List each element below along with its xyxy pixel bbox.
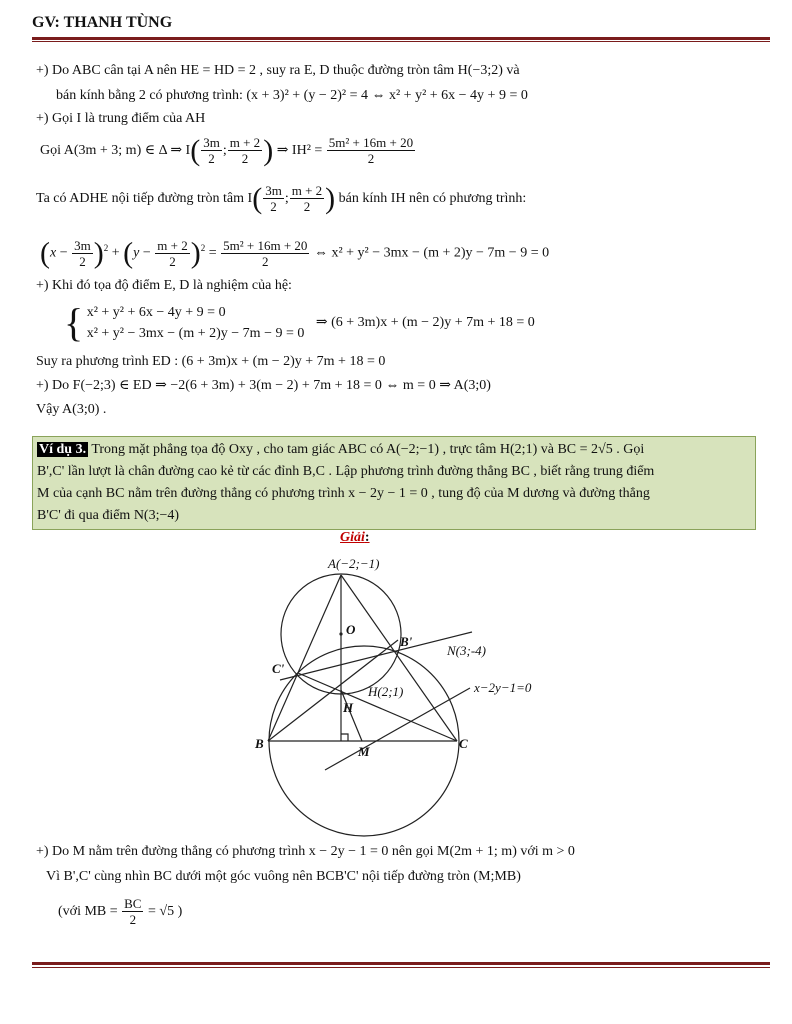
formula-text: bán kính IH nên có phương trình: bbox=[338, 191, 527, 206]
denominator: 2 bbox=[129, 912, 137, 928]
formula-line bbox=[58, 894, 182, 930]
label-O: O bbox=[346, 622, 356, 637]
denominator: 2 bbox=[367, 151, 375, 167]
denominator: 2 bbox=[208, 151, 215, 167]
label-line: x−2y−1=0 bbox=[474, 680, 532, 695]
line-CpBp bbox=[280, 632, 472, 680]
text-line: Vì B',C' cùng nhìn BC dưới một góc vuông nên BCB'C' nội tiếp đường tròn (M;MB) bbox=[46, 869, 521, 884]
page-header-title: GV: THANH TÙNG bbox=[32, 14, 173, 31]
text-line: bán kính bằng 2 có phương trình: (x + 3)² + (y − 2)² = 4 ⇔ x² + y² + 6x − 4y + 9 = 0 bbox=[56, 88, 528, 103]
formula-line: Gọi A(3m + 3; m) ∈ Δ ⇒ I( $\frac{3m}{2}$ ; $\frac{m + 2}{2}$ ) ⇒ IH² = $\frac{\text{5m² + 16m + 20}}{2}$ bbox=[40, 133, 414, 167]
label-Bp: B' bbox=[400, 634, 413, 649]
system-eq-2: x² + y² − 3mx − (m + 2)y − 7m − 9 = 0 bbox=[86, 326, 305, 341]
formula-text: (với MB = bbox=[58, 904, 118, 919]
numerator: 3m bbox=[74, 237, 91, 253]
label-B: B bbox=[255, 736, 264, 751]
label-Cp: C' bbox=[272, 661, 285, 676]
numerator: 5m² + 16m + 20 bbox=[328, 135, 414, 151]
numerator: 5m² + 16m + 20 bbox=[223, 237, 308, 253]
example-line: B',C' lần lượt là chân đường cao kẻ từ các đỉnh B,C . Lập phương trình đường thẳng BC , biết rằng trung điểm bbox=[37, 464, 655, 479]
denominator: 2 bbox=[303, 199, 311, 215]
example-line: B'C' đi qua điểm N(3;−4) bbox=[37, 508, 180, 523]
text-line: +) Do F(−2;3) ∈ ED ⇒ −2(6 + 3m) + 3(m − 2) + 7m + 18 = 0 ⇔ m = 0 ⇒ A(3;0) bbox=[36, 378, 491, 393]
example-tag: Ví dụ 3. bbox=[39, 442, 87, 457]
formula-text: Gọi A(3m + 3; m) ∈ Δ ⇒ I bbox=[40, 143, 191, 158]
numerator: m + 2 bbox=[157, 237, 188, 253]
formula-text: = √5 ) bbox=[147, 904, 183, 919]
text-line: Vậy A(3;0) . bbox=[36, 402, 107, 417]
label-H2: H(2;1) bbox=[368, 684, 404, 699]
formula-line: Ta có ADHE nội tiếp đường tròn tâm I( $\frac{3m}{2}$ ; $\frac{m + 2}{2}$ ) bán kính IH nên có phương trình: bbox=[36, 181, 527, 215]
denominator: 2 bbox=[270, 199, 277, 215]
example-text: Trong mặt phẳng tọa độ Oxy , cho tam giác ABC có A(−2;−1) , trực tâm H(2;1) và BC = 2√5 . Gọi bbox=[88, 442, 645, 457]
numerator: 3m bbox=[265, 183, 282, 199]
fraction bbox=[122, 896, 143, 927]
numerator: 3m bbox=[203, 135, 220, 151]
solution-label-text: Giải bbox=[340, 530, 365, 545]
denominator: 2 bbox=[169, 253, 176, 269]
numerator: m + 2 bbox=[229, 135, 261, 151]
formula-text: Ta có ADHE nội tiếp đường tròn tâm I bbox=[36, 191, 253, 206]
denominator: 2 bbox=[241, 151, 249, 167]
formula-text: ⇒ IH² = bbox=[276, 143, 323, 158]
system-block: { x² + y² + 6x − 4y + 9 = 0 x² + y² − 3mx − (m + 2)y − 7m − 9 = 0 ⇒ (6 + 3m)x + (m − 2)y + 7m + 18 = 0 bbox=[64, 300, 535, 345]
segment-AB bbox=[268, 575, 341, 741]
label-N: N(3;-4) bbox=[447, 643, 486, 658]
formula-text: ⇔ x² + y² − 3mx − (m + 2)y − 7m − 9 = 0 bbox=[313, 245, 550, 261]
solution-label: Giải: bbox=[340, 530, 370, 545]
label-C: C bbox=[459, 736, 468, 751]
system-result: ⇒ (6 + 3m)x + (m − 2)y + 7m + 18 = 0 bbox=[315, 315, 535, 331]
system-eq-1: x² + y² + 6x − 4y + 9 = 0 bbox=[86, 305, 226, 320]
formula-line: (x − $\frac{3m}{2}$ )$^2$ + (y − $\frac{m + 2}{2}$ )$^2$ = $\frac{\text{5m² + 16m + 20}}{2}$ ⇔ x² + y² − 3mx − (m + 2)y − 7m − 9 = 0 bbox=[40, 236, 550, 270]
label-H: H bbox=[343, 700, 354, 715]
segment-MH bbox=[341, 690, 362, 741]
numerator: BC bbox=[124, 896, 142, 912]
numerator: m + 2 bbox=[291, 183, 323, 199]
example-line: M của cạnh BC nằm trên đường thẳng có phương trình x − 2y − 1 = 0 , tung độ của M dương và đường thẳng bbox=[37, 486, 650, 501]
text-line: Suy ra phương trình ED : (6 + 3m)x + (m − 2)y + 7m + 18 = 0 bbox=[36, 354, 386, 369]
footer-rule-thin bbox=[32, 967, 770, 968]
footer-rule bbox=[32, 962, 770, 965]
text-line: +) Do ABC cân tại A nên HE = HD = 2 , suy ra E, D thuộc đường tròn tâm H(−3;2) và bbox=[36, 63, 520, 78]
label-A: A(−2;−1) bbox=[328, 556, 380, 571]
text-line: +) Do M nằm trên đường thẳng có phương trình x − 2y − 1 = 0 nên gọi M(2m + 1; m) với m > 0 bbox=[36, 844, 575, 859]
text-line: +) Gọi I là trung điểm của AH bbox=[36, 111, 206, 126]
right-angle-mark bbox=[341, 734, 348, 741]
label-M: M bbox=[358, 744, 370, 759]
point-O bbox=[339, 632, 342, 635]
denominator: 2 bbox=[79, 253, 86, 269]
denominator: 2 bbox=[262, 253, 269, 269]
text-line: +) Khi đó tọa độ điểm E, D là nghiệm của hệ: bbox=[36, 278, 292, 293]
